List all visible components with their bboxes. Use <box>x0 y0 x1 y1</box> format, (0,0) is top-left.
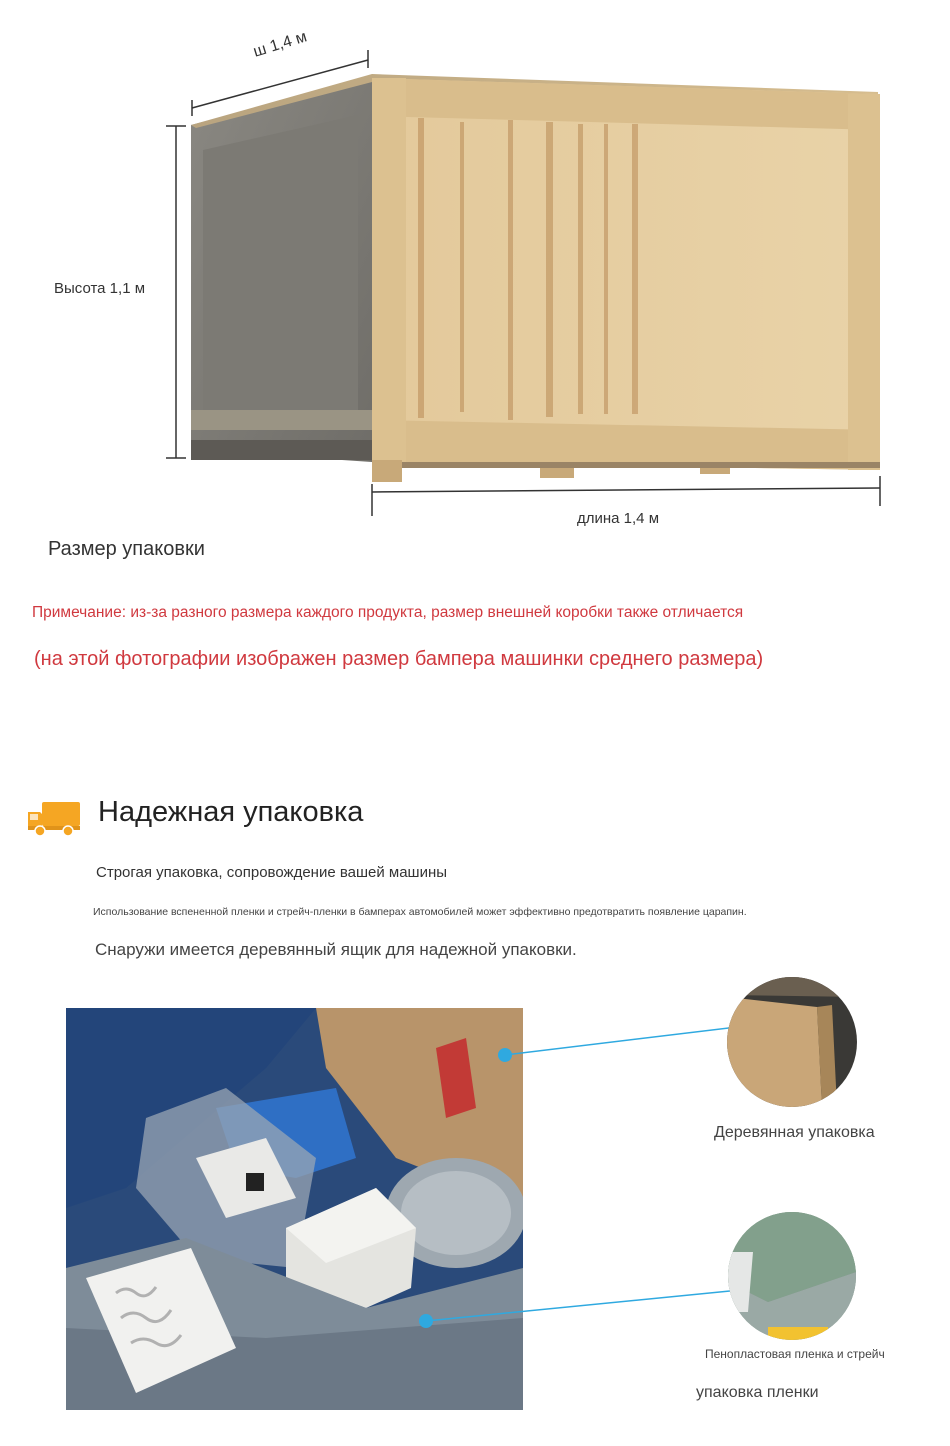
film-packaging-closeup <box>728 1212 856 1340</box>
wood-packaging-closeup <box>727 977 857 1107</box>
section-description-2: Использование вспененной пленки и стрейч-пленки в бамперах автомобилей может эффективно предотвратить появление царапин. <box>93 906 747 918</box>
section-title: Надежная упаковка <box>98 796 364 828</box>
truck-icon <box>26 798 82 838</box>
section-description-3: Снаружи имеется деревянный ящик для надежной упаковки. <box>95 940 577 959</box>
crate-front-face <box>372 78 880 470</box>
crate-width-label: ш 1,4 м <box>251 28 309 61</box>
wood-packaging-label: Деревянная упаковка <box>714 1124 875 1141</box>
section-description-1: Строгая упаковка, сопровождение вашей машины <box>96 864 448 881</box>
package-size-title: Размер упаковки <box>48 538 205 560</box>
film-packaging-label-line2: упаковка пленки <box>696 1384 819 1401</box>
packed-crate-photo <box>66 1008 523 1410</box>
crate-length-label: длина 1,4 м <box>577 510 660 527</box>
note-text: Примечание: из-за разного размера каждого продукта, размер внешней коробки также отличается <box>32 604 744 621</box>
film-packaging-label-line1: Пенопластовая пленка и стрейч <box>705 1347 885 1361</box>
note-subtext: (на этой фотографии изображен размер бампера машинки среднего размера) <box>34 648 764 670</box>
crate-height-label: Высота 1,1 м <box>54 280 146 297</box>
